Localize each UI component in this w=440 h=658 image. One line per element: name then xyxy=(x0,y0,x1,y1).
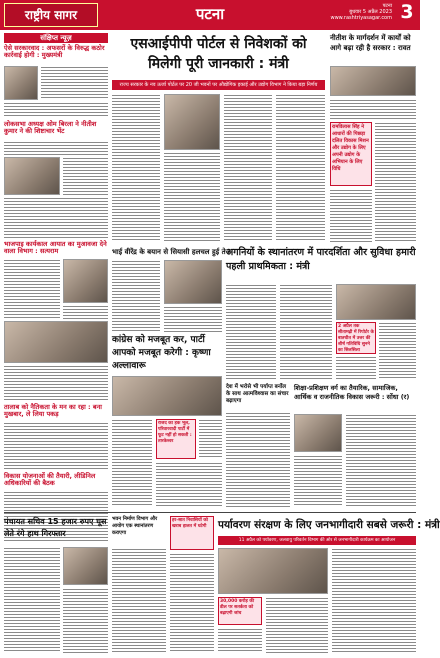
bottom-mid-body xyxy=(112,548,166,653)
meta-city: पटना xyxy=(382,3,392,9)
brief-body-2b xyxy=(63,157,108,195)
section-label: संक्षिप्त न्यूज़ xyxy=(40,34,72,42)
banner-strap: 11 अप्रैल को पर्यावरण, जलवायु परिवर्तन विभाग की ओर से जनभागीदारी कार्यक्रम का आयोजन xyxy=(238,538,396,543)
story5-body-b xyxy=(294,455,342,507)
brief-body-3c xyxy=(4,365,108,401)
right-top-photo xyxy=(330,66,416,96)
brief-headline-1: ऐसे सरकारवाद : अफसरों के विरुद्ध कठोर कार्रवाई होगी : मुख्यमंत्री xyxy=(4,44,105,60)
brief-photo-3 xyxy=(63,259,108,303)
bottom-left-body-a xyxy=(4,547,60,653)
banner-body-b xyxy=(266,597,328,653)
story1-body-a xyxy=(112,260,160,332)
edition-meta xyxy=(316,3,392,21)
story2-body-b xyxy=(280,284,332,380)
meta-site: www.rashtriyasagar.com xyxy=(330,15,392,21)
story5-photo xyxy=(294,414,342,452)
newspaper-brand: राष्ट्रीय सागर xyxy=(4,3,98,27)
brief-headline-2: लोकसभा अध्यक्ष ओम बिरला ने नीतीश कुमार ने की शिष्टाचार भेंट xyxy=(4,120,97,136)
brief-body-3b xyxy=(63,305,108,319)
right-side-box-headline: रामविलास सिंह ने आधारों की पिछड़ा दलित विकास मिशन और उद्योग के लिए अपनी उद्योग के अभियान के लिए विधि xyxy=(332,124,369,172)
banner-mini-box-text: 30,000 करोड़ की डील पर सतर्कता को बढ़ाएगी जांच xyxy=(220,599,254,616)
lead-body-col-4 xyxy=(276,94,325,242)
brief-photo-4 xyxy=(4,321,108,363)
story1-body-b xyxy=(164,306,222,332)
bottom-mid-headline: भवन निर्माण विभाग और आयोग एक स्थानांतरण कराएगा xyxy=(112,516,158,536)
story2-photo xyxy=(336,284,416,320)
brief-photo-2 xyxy=(4,157,60,195)
brief-body-1 xyxy=(41,66,108,100)
bottom-left-photo xyxy=(63,547,108,585)
section-divider xyxy=(4,512,416,513)
meta-date: बुधवार 5 अप्रैल 2023 xyxy=(349,9,392,15)
lead-body-col-1 xyxy=(112,94,160,242)
lead-headline: एसआईपीपी पोर्टल से निवेशकों को मिलेगी पूरी जानकारी : मंत्री xyxy=(130,36,307,72)
story2-body-d xyxy=(336,356,376,380)
page-number: 3 xyxy=(400,1,414,23)
lead-photo xyxy=(164,94,220,150)
bottom-left-headline: पंचायत सचिव 15 हजार रुपए घूस लेते रंगे हाथ गिरफ्तार xyxy=(4,517,107,538)
story3-body-c xyxy=(199,419,222,459)
right-top-headline: नीतीश के मार्गदर्शन में कार्यों को आगे बढ़ा रही है सरकार : रावत xyxy=(330,34,411,52)
edition-city: पटना xyxy=(195,5,225,23)
brief-headline-3: भाजपाइ कार्यकाल आयात का मुआवजा देने वाला विभाग : सत्यराम xyxy=(4,240,107,256)
banner-body-a xyxy=(332,548,416,653)
info-box-text: 2 अप्रैल तक सीतामढ़ी में रिपोर्टर के बातचीत में उत्तर की शीर्ष गतिविधि सुनने का सिलसिला xyxy=(338,324,375,353)
brief-headline-5: विकास योजनाओं की तैयारी, लीडिनिल अधिकारियों की बैठक xyxy=(4,472,96,488)
story3-body-b xyxy=(156,462,222,507)
right-top-body-a xyxy=(330,99,416,119)
banner-photo xyxy=(218,548,328,594)
right-top-body-b xyxy=(375,122,416,242)
bottom-mid-box-text: हर-सात निवासियों को खराब हालत में घटेगी xyxy=(172,518,208,529)
story3-body-a xyxy=(112,419,152,507)
banner-body-c xyxy=(218,628,262,653)
brief-body-2c xyxy=(4,197,108,239)
story3-photo xyxy=(112,376,222,416)
brief-body-2a xyxy=(4,141,108,155)
banner-headline: पर्यावरण संरक्षण के लिए जनभागीदारी सबसे जरूरी : मंत्री xyxy=(218,519,440,531)
bottom-mid-body-b xyxy=(170,553,214,653)
story5-body-a xyxy=(346,414,416,507)
brief-headline-4: तालाब को नैतिकता के मन का रहा : बना मुखबार, ले लिया पकड़ xyxy=(4,403,102,419)
story1-photo xyxy=(164,260,222,304)
story3-headline: कांग्रेस को मजबूत कर, पार्टी आपको मजबूत करेगी : कृष्णा अल्लावारू xyxy=(112,335,211,371)
brief-photo-1 xyxy=(4,66,38,100)
story2-body-c xyxy=(379,322,416,380)
story2-body-a xyxy=(226,284,276,380)
story1-headline: भाई वीरेंद्र के बयान से सियासी हलचल हुई तेज xyxy=(112,248,231,256)
bottom-left-body-b xyxy=(63,588,108,653)
lead-strap: राज्य सरकार के नव ऊर्जा पोर्टल पर 20 जी भवनों पर औद्योगिक इकाई और उद्योग विभाग ने किया बड़ा निर्णय xyxy=(119,82,318,88)
brief-body-3a xyxy=(4,259,60,319)
brief-body-1b xyxy=(4,102,108,118)
story5-headline: शिक्षा-प्रशिक्षण वर्ग का तैयारिक, सामाजिक, आर्थिक व राजनीतिक विकास जरूरी : सोंधा (र) xyxy=(294,384,410,401)
brief-body-4 xyxy=(4,422,108,470)
right-top-body-c xyxy=(330,189,372,242)
story2-headline: अगनियों के स्थानांतरण में पारदर्शिता और सुविधा हमारी पहली प्राथमिकता : मंत्री xyxy=(226,247,416,272)
quote-box-text: राजद का हक भूल, परिवारवादी पार्टी में फूट नहीं हो सकती : तारकेश्वर xyxy=(158,421,192,444)
lead-body-col-2 xyxy=(164,152,220,242)
story4-headline: देश में भरोसे भी पर्याप्त बर्नोल के साथ आत्मविश्वास का संचार बढ़ाएगा xyxy=(226,384,289,404)
lead-body-col-3 xyxy=(224,94,272,242)
story4-body xyxy=(226,412,290,507)
